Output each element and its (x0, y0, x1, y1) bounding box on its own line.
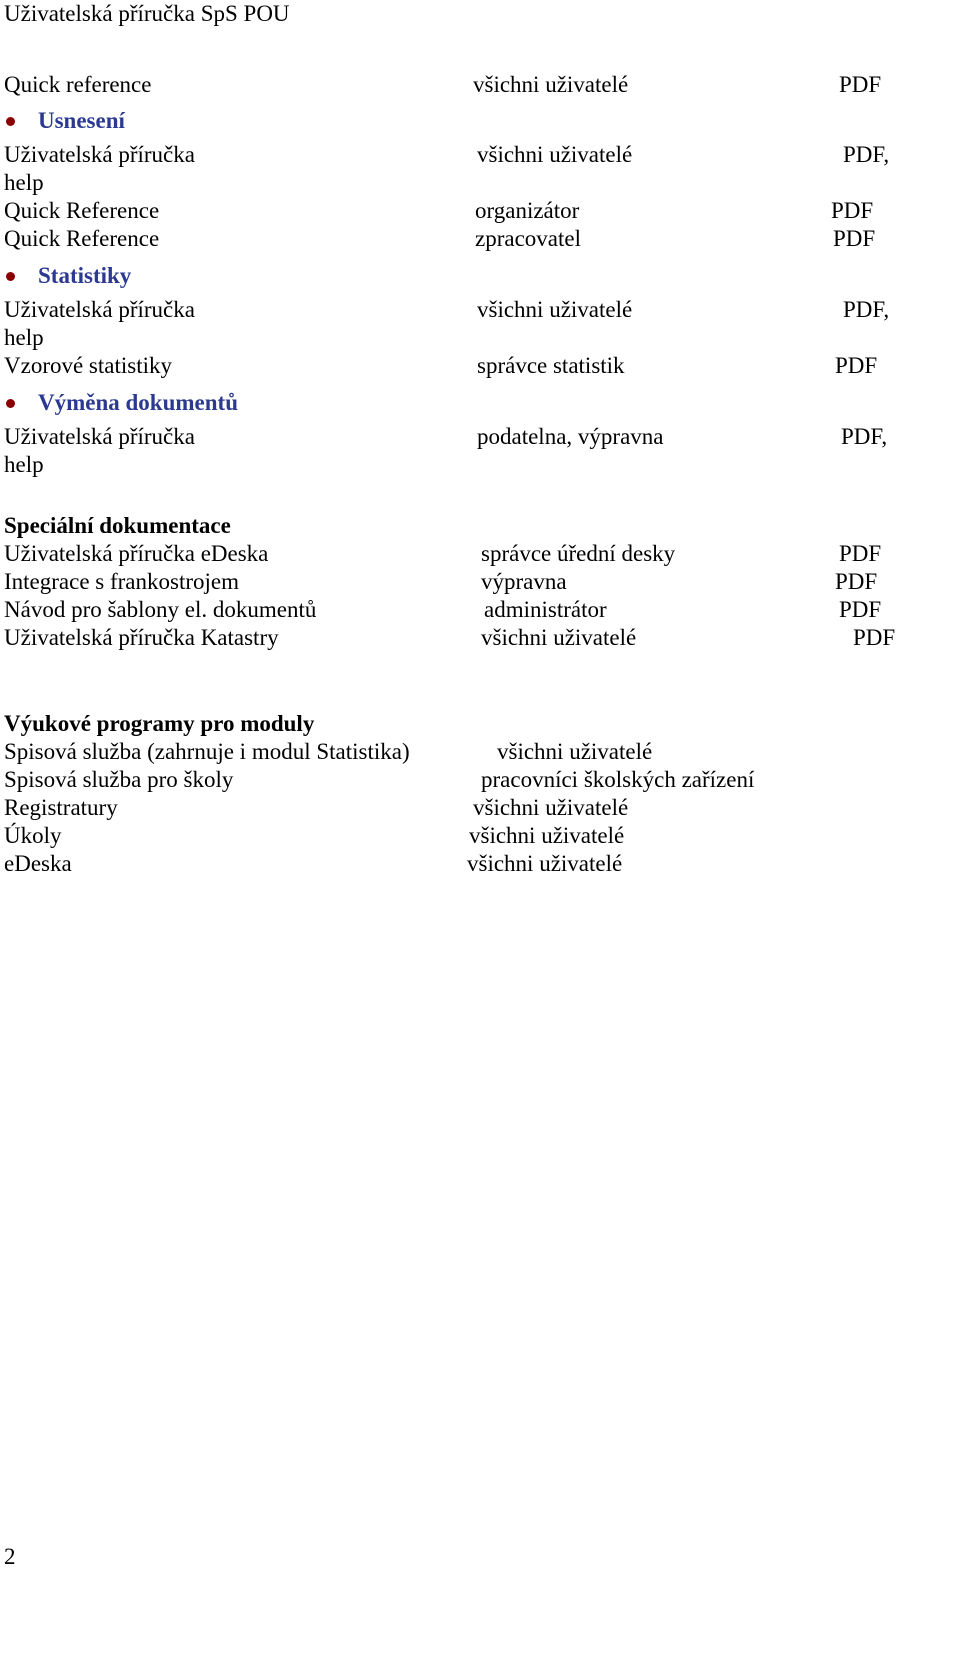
doc-name: Quick Reference (4, 198, 160, 223)
doc-audience: všichni uživatelé (473, 72, 629, 97)
program-audience: všichni uživatelé (467, 851, 623, 876)
program-audience: všichni uživatelé (497, 739, 653, 764)
doc-audience: všichni uživatelé (477, 142, 633, 167)
doc-name: Uživatelská příručka (4, 297, 195, 322)
doc-audience: výpravna (481, 569, 567, 594)
pdf-link[interactable]: PDF, (843, 297, 890, 322)
pdf-link[interactable]: PDF (853, 625, 896, 650)
pdf-link[interactable]: PDF (831, 198, 874, 223)
doc-name: Uživatelská příručka eDeska (4, 541, 269, 566)
pdf-link[interactable]: PDF (835, 353, 878, 378)
pdf-link[interactable]: PDF (835, 569, 878, 594)
program-name: Úkoly (4, 823, 62, 848)
pdf-link[interactable]: PDF, (841, 424, 888, 449)
help-link[interactable]: help (4, 325, 44, 350)
doc-audience: všichni uživatelé (477, 297, 633, 322)
program-audience: všichni uživatelé (469, 823, 625, 848)
doc-name: Uživatelská příručka (4, 142, 195, 167)
help-link[interactable]: help (4, 452, 44, 477)
page-title: Uživatelská příručka SpS POU (4, 1, 290, 26)
doc-audience: správce úřední desky (481, 541, 676, 566)
section-title-usneseni: Usnesení (38, 108, 125, 133)
doc-audience: zpracovatel (475, 226, 581, 251)
doc-name: Quick reference (4, 72, 152, 97)
program-audience: pracovníci školských zařízení (481, 767, 755, 792)
bullet-icon (6, 272, 15, 281)
doc-name: Uživatelská příručka Katastry (4, 625, 279, 650)
doc-name: Vzorové statistiky (4, 353, 172, 378)
bullet-icon (6, 117, 15, 126)
doc-name: Návod pro šablony el. dokumentů (4, 597, 317, 622)
program-audience: všichni uživatelé (473, 795, 629, 820)
doc-audience: podatelna, výpravna (477, 424, 664, 449)
program-name: Registratury (4, 795, 118, 820)
section-title-special: Speciální dokumentace (4, 513, 231, 538)
pdf-link[interactable]: PDF, (843, 142, 890, 167)
help-link[interactable]: help (4, 170, 44, 195)
doc-audience: organizátor (475, 198, 580, 223)
doc-name: Integrace s frankostrojem (4, 569, 240, 594)
pdf-link[interactable]: PDF (839, 541, 882, 566)
pdf-link[interactable]: PDF (839, 72, 882, 97)
doc-audience: správce statistik (477, 353, 625, 378)
page-number: 2 (4, 1544, 16, 1569)
section-title-vymena: Výměna dokumentů (38, 390, 239, 415)
program-name: eDeska (4, 851, 72, 876)
doc-audience: všichni uživatelé (481, 625, 637, 650)
section-title-statistiky: Statistiky (38, 263, 132, 288)
doc-audience: administrátor (484, 597, 607, 622)
doc-name: Quick Reference (4, 226, 160, 251)
bullet-icon (6, 399, 15, 408)
doc-name: Uživatelská příručka (4, 424, 195, 449)
program-name: Spisová služba pro školy (4, 767, 234, 792)
program-name: Spisová služba (zahrnuje i modul Statistika) (4, 739, 410, 764)
section-title-training: Výukové programy pro moduly (4, 711, 315, 736)
pdf-link[interactable]: PDF (839, 597, 882, 622)
pdf-link[interactable]: PDF (833, 226, 876, 251)
